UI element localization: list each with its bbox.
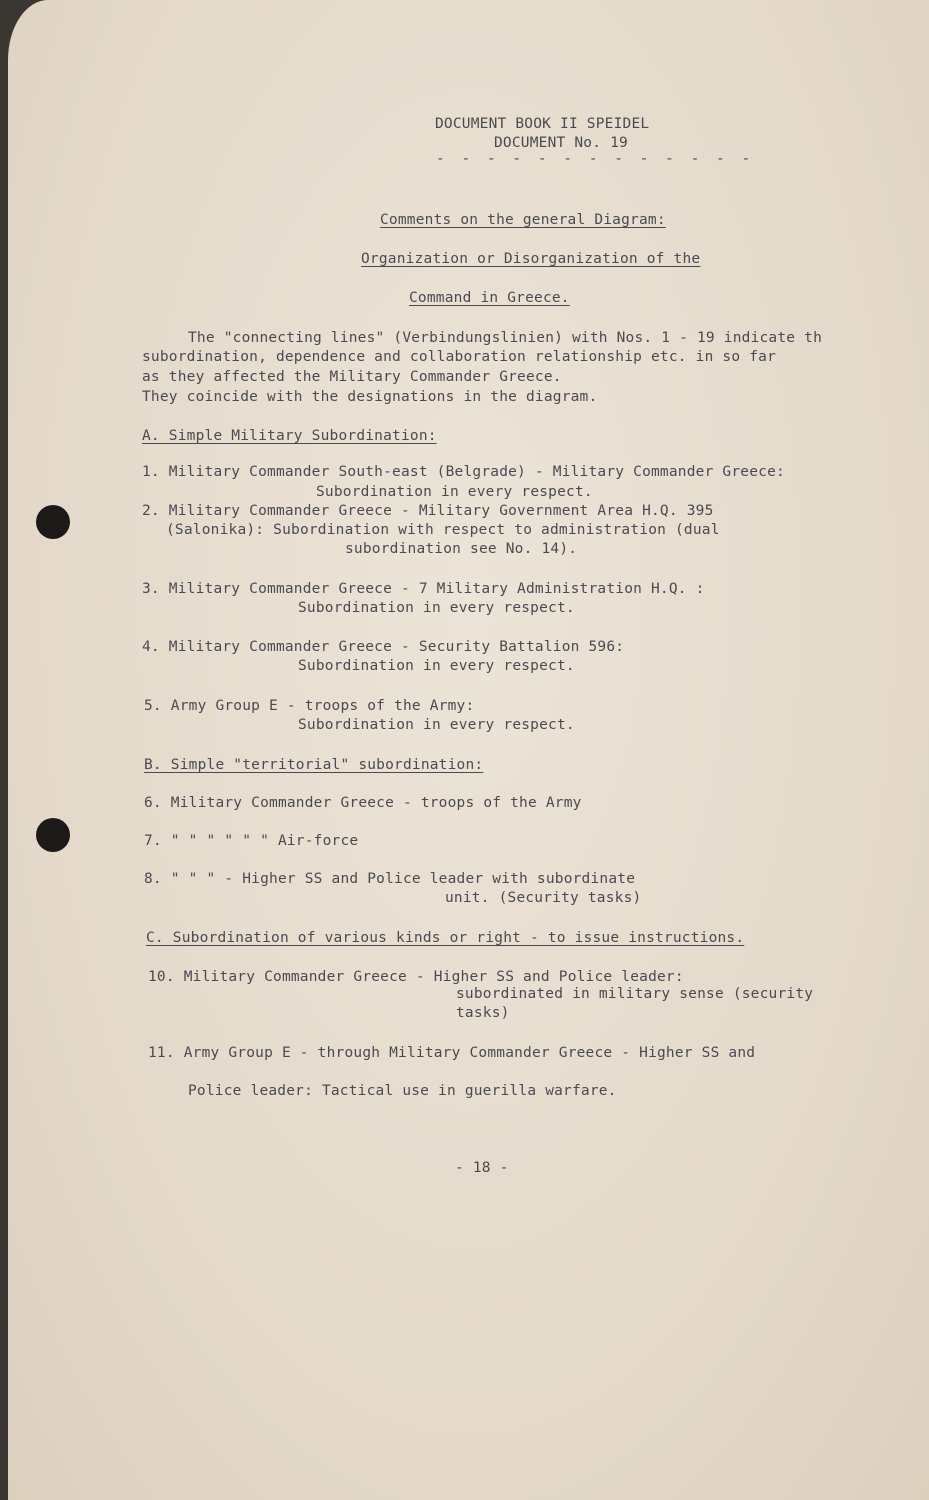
intro-line-2: subordination, dependence and collaboration relationship etc. in so far: [142, 349, 777, 365]
header-rule: - - - - - - - - - - - - -: [436, 151, 755, 167]
item-3-line-2: Subordination in every respect.: [298, 600, 575, 616]
intro-line-1: The "connecting lines" (Verbindungslinien) with Nos. 1 - 19 indicate th: [188, 330, 823, 346]
title-line-2: Organization or Disorganization of the: [361, 251, 701, 267]
item-4-line-1: 4. Military Commander Greece - Security Battalion 596:: [142, 639, 625, 655]
item-7: 7. " " " " " " Air-force: [144, 833, 359, 849]
item-11-line-1: 11. Army Group E - through Military Commander Greece - Higher SS and: [148, 1045, 756, 1061]
item-10-line-2: subordinated in military sense (security: [456, 986, 814, 1002]
item-8-line-1: 8. " " " - Higher SS and Police leader with subordinate: [144, 871, 636, 887]
item-10-line-1: 10. Military Commander Greece - Higher SS and Police leader:: [148, 969, 684, 985]
punch-hole: [36, 505, 70, 539]
item-4-line-2: Subordination in every respect.: [298, 658, 575, 674]
document-page: [8, 0, 929, 1500]
page-number: - 18 -: [455, 1160, 509, 1176]
section-a-heading: A. Simple Military Subordination:: [142, 428, 437, 444]
item-11-line-2: Police leader: Tactical use in guerilla warfare.: [188, 1083, 617, 1099]
item-2-line-2: (Salonika): Subordination with respect to administration (dual: [166, 522, 720, 538]
item-2-line-1: 2. Military Commander Greece - Military Government Area H.Q. 395: [142, 503, 714, 519]
section-b-heading: B. Simple "territorial" subordination:: [144, 757, 484, 773]
intro-line-4: They coincide with the designations in the diagram.: [142, 389, 598, 405]
item-10-line-3: tasks): [456, 1005, 510, 1021]
item-5-line-2: Subordination in every respect.: [298, 717, 575, 733]
item-3-line-1: 3. Military Commander Greece - 7 Military Administration H.Q. :: [142, 581, 705, 597]
item-2-line-3: subordination see No. 14).: [345, 541, 578, 557]
item-5-line-1: 5. Army Group E - troops of the Army:: [144, 698, 475, 714]
header-line-2: DOCUMENT No. 19: [494, 135, 628, 151]
punch-hole: [36, 818, 70, 852]
item-8-line-2: unit. (Security tasks): [445, 890, 642, 906]
item-1-line-2: Subordination in every respect.: [316, 484, 593, 500]
title-line-3: Command in Greece.: [409, 290, 570, 306]
header-line-1: DOCUMENT BOOK II SPEIDEL: [435, 116, 650, 132]
intro-line-3: as they affected the Military Commander Greece.: [142, 369, 562, 385]
item-1-line-1: 1. Military Commander South-east (Belgrade) - Military Commander Greece:: [142, 464, 785, 480]
title-line-1: Comments on the general Diagram:: [380, 212, 666, 228]
section-c-heading: C. Subordination of various kinds or right - to issue instructions.: [146, 930, 745, 946]
item-6: 6. Military Commander Greece - troops of the Army: [144, 795, 582, 811]
